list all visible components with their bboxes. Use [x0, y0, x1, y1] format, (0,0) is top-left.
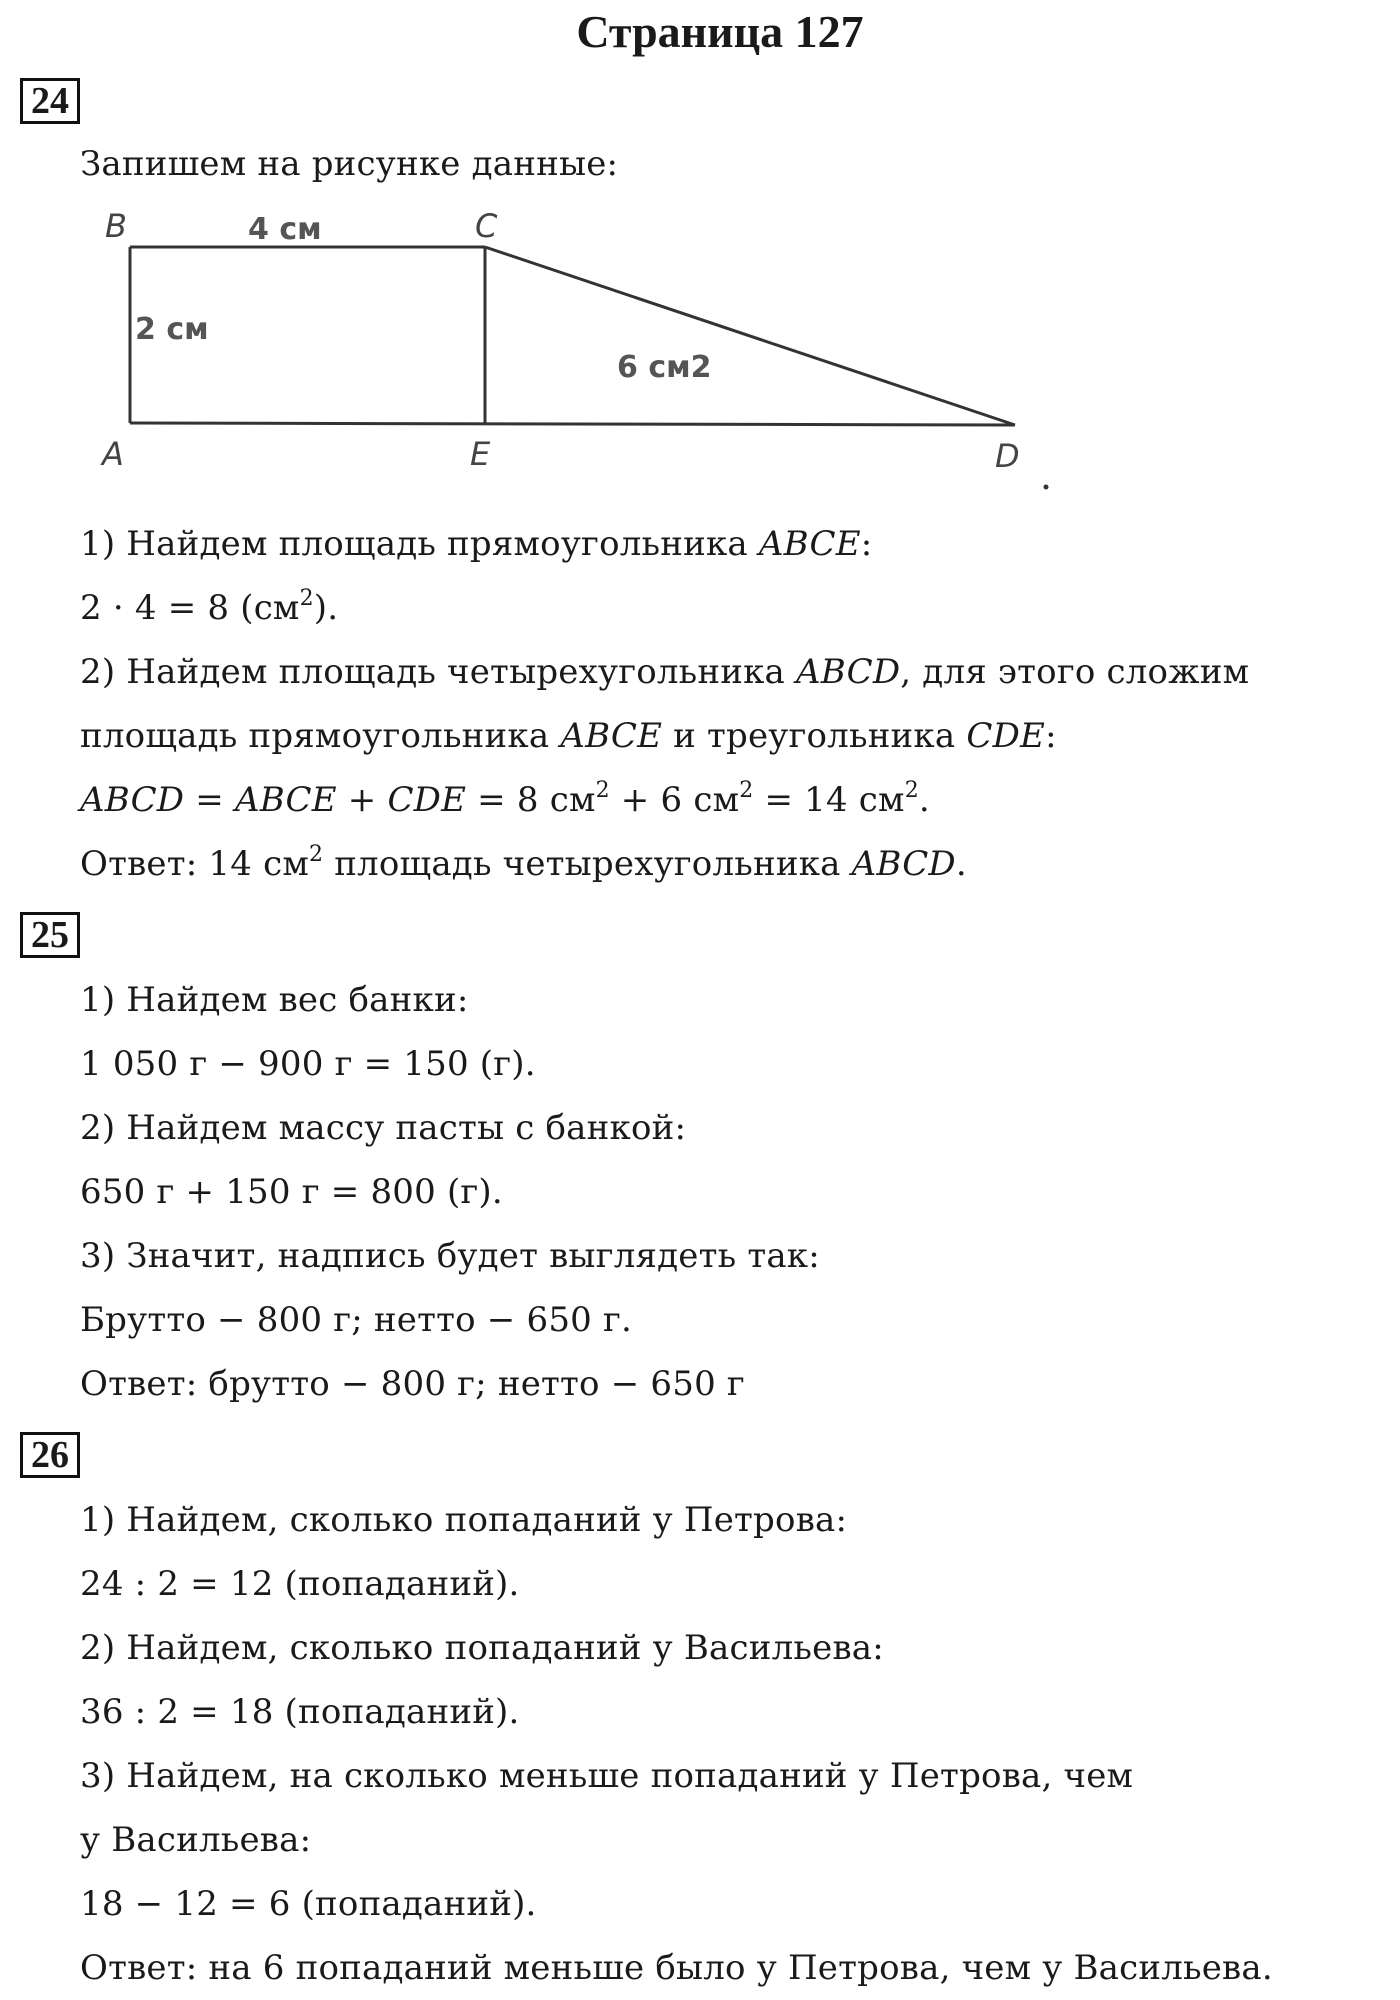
task26-line-1: 1) Найдем, сколько попаданий у Петрова: — [80, 1500, 848, 1540]
vertex-b: B — [105, 207, 127, 245]
label-ab-length: 2 см — [135, 312, 209, 347]
task26-line-7: 18 − 12 = 6 (попаданий). — [80, 1884, 537, 1924]
task25-line-1: 1) Найдем вес банки: — [80, 980, 469, 1020]
label-cde-area: 6 см2 — [617, 350, 712, 385]
vertex-c: C — [475, 207, 498, 245]
vertex-e: E — [470, 435, 491, 473]
task24-step1: 1) Найдем площадь прямоугольника ABCE: — [80, 524, 873, 564]
task24-step2a: 2) Найдем площадь четырехугольника ABCD, для этого сложим — [80, 652, 1250, 692]
page-title: Страница 127 — [576, 6, 864, 57]
label-bc-length: 4 см — [248, 212, 322, 247]
segment-cd — [485, 247, 1015, 425]
task25-line-2: 1 050 г − 900 г = 150 (г). — [80, 1044, 536, 1084]
trailing-dot — [1044, 485, 1049, 490]
task26-answer: Ответ: на 6 попаданий меньше было у Петрова, чем у Васильева. — [80, 1948, 1273, 1988]
task-number-25: 25 — [20, 912, 80, 958]
task26-line-6: у Васильева: — [80, 1820, 312, 1860]
task26-line-2: 24 : 2 = 12 (попаданий). — [80, 1564, 520, 1604]
vertex-a: A — [102, 435, 124, 473]
task-number-24: 24 — [20, 78, 80, 124]
task25-line-6: Брутто − 800 г; нетто − 650 г. — [80, 1300, 633, 1340]
task24-calc1: 2 · 4 = 8 $(см^2)$. — [80, 586, 339, 628]
task25-line-3: 2) Найдем массу пасты с банкой: — [80, 1108, 687, 1148]
vertex-d: D — [995, 437, 1020, 475]
geometry-diagram — [80, 205, 1070, 500]
segment-ad — [130, 423, 1015, 425]
task25-line-4: 650 г + 150 г = 800 (г). — [80, 1172, 503, 1212]
task25-answer: Ответ: брутто − 800 г; нетто − 650 г — [80, 1364, 745, 1404]
task24-step2b: площадь прямоугольника ABCE и треугольника CDE: — [80, 716, 1057, 756]
task24-answer: Ответ: 14 $см^2$ площадь четырехугольника ABCD. — [80, 842, 967, 884]
task26-line-3: 2) Найдем, сколько попаданий у Васильева: — [80, 1628, 884, 1668]
task-number-26: 26 — [20, 1432, 80, 1478]
task24-intro: Запишем на рисунке данные: — [80, 144, 619, 184]
task25-line-5: 3) Значит, надпись будет выглядеть так: — [80, 1236, 820, 1276]
task26-line-4: 36 : 2 = 18 (попаданий). — [80, 1692, 520, 1732]
task24-calc2: ABCD = ABCE + CDE = 8 $см^2 + 6$ $см^2 = 14$ $см^2$. — [80, 778, 930, 820]
task26-line-5: 3) Найдем, на сколько меньше попаданий у Петрова, чем — [80, 1756, 1134, 1796]
